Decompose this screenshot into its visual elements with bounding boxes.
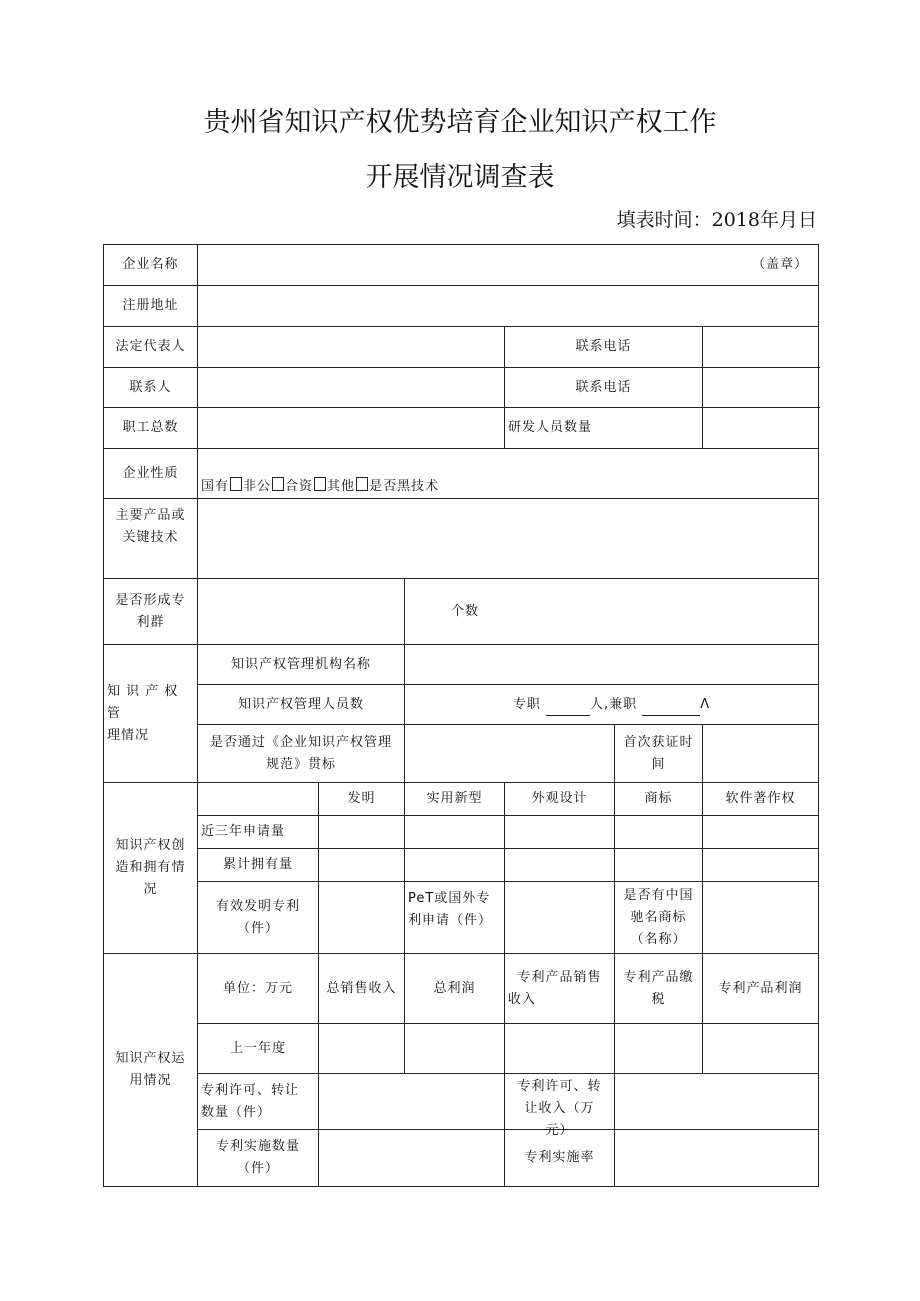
first-cert-label-line2: 间 <box>651 756 666 772</box>
row-ip-standard <box>104 725 819 783</box>
ip-create-label-line1: 知识产权创 <box>115 838 186 853</box>
fill-date: 填表时间：2018年月日 <box>616 209 817 231</box>
first-cert-label <box>615 725 703 783</box>
nature-nonpublic-checkbox[interactable] <box>272 477 284 491</box>
row-ip-use-header <box>104 954 819 1024</box>
legal-rep-field[interactable] <box>198 327 505 368</box>
pct-label <box>405 882 505 954</box>
patent-group-field[interactable] <box>198 579 405 645</box>
famous-tm-line1: 是否有中国 <box>623 887 694 903</box>
rd-staff-field[interactable] <box>703 408 819 449</box>
patent-tax-header <box>615 954 703 1024</box>
impl-count-label <box>198 1130 319 1187</box>
apply-3y-trademark[interactable] <box>615 816 703 849</box>
company-name-field[interactable] <box>198 245 819 286</box>
ip-standard-label <box>198 725 405 783</box>
ip-org-name-field[interactable] <box>405 645 819 685</box>
pct-label-line2: 利申请（件） <box>408 913 493 928</box>
nature-tail-text: 是否黑技术 <box>369 479 440 494</box>
license-count-field[interactable] <box>319 1074 505 1130</box>
nature-other-checkbox[interactable] <box>356 477 368 491</box>
apply-3y-utility[interactable] <box>405 816 505 849</box>
header-invention: 发明 <box>319 783 405 816</box>
address-label: 注册地址 <box>104 286 198 327</box>
license-income-line2: 让收入（万 <box>524 1101 595 1116</box>
license-income-label <box>505 1074 615 1138</box>
famous-tm-line2: 驰名商标 <box>630 909 687 925</box>
ip-standard-label-line1: 是否通过《企业知识产权管理 <box>209 734 392 750</box>
ip-use-label <box>104 954 198 1187</box>
staff-total-field[interactable] <box>198 408 505 449</box>
row-ip-staff <box>104 685 819 725</box>
accumulated-software[interactable] <box>703 849 819 882</box>
total-sales-header: 总销售收入 <box>319 954 405 1024</box>
address-field[interactable] <box>198 286 819 327</box>
nature-state-checkbox[interactable] <box>230 477 242 491</box>
nature-other-label: 其他 <box>327 479 356 494</box>
person-unit-label: 人,兼职 <box>590 696 638 712</box>
row-patent-group <box>104 579 819 645</box>
phone1-label: 联系电话 <box>505 327 703 368</box>
accumulated-design[interactable] <box>505 849 615 882</box>
legal-rep-label: 法定代表人 <box>104 327 198 368</box>
patent-sales-line2: 收入 <box>508 991 537 1007</box>
valid-invention-label <box>198 882 319 954</box>
main-products-field[interactable] <box>198 499 819 579</box>
last-year-label: 上一年度 <box>198 1024 319 1074</box>
valid-invention-field[interactable] <box>319 882 405 954</box>
ip-standard-label-line2: 规范》贯标 <box>265 756 336 772</box>
valid-invention-line1: 有效发明专利 <box>215 898 300 914</box>
rd-staff-label: 研发人员数量 <box>505 408 703 449</box>
ip-mgmt-label-line1: 知 识 产 权 管 <box>107 683 179 721</box>
row-apply-3y <box>104 816 819 849</box>
fulltime-label: 专职 <box>512 696 541 712</box>
patent-count[interactable]: 个数 <box>405 579 819 645</box>
ip-staff-field[interactable] <box>405 685 819 725</box>
patent-group-label <box>104 579 198 645</box>
nature-label: 企业性质 <box>104 449 198 499</box>
apply-3y-design[interactable] <box>505 816 615 849</box>
phone2-field[interactable] <box>703 368 819 408</box>
accumulated-label: 累计拥有量 <box>198 849 319 882</box>
main-products-label <box>104 499 198 579</box>
main-products-label-line1: 主要产品或 <box>115 508 186 523</box>
patent-group-label-line1: 是否形成专 <box>115 592 186 608</box>
patent-sales-line1: 专利产品销售 <box>517 969 602 985</box>
last-year-profit[interactable] <box>405 1024 505 1074</box>
ip-mgmt-label-line2: 理情况 <box>107 727 150 743</box>
impl-count-line2: （件） <box>236 1161 279 1176</box>
seal-note: （盖章） <box>752 257 809 272</box>
staff-total-label: 职工总数 <box>104 408 198 449</box>
phone2-label: 联系电话 <box>505 368 703 408</box>
header-design: 外观设计 <box>505 783 615 816</box>
ip-mgmt-label <box>104 645 198 783</box>
patent-profit-header: 专利产品利润 <box>703 954 819 1024</box>
row-company-name <box>104 245 819 286</box>
unit-label: 单位：万元 <box>198 954 319 1024</box>
apply-3y-invention[interactable] <box>319 816 405 849</box>
pct-field[interactable] <box>505 882 615 954</box>
ip-create-label <box>104 783 198 954</box>
total-profit-header: 总利润 <box>405 954 505 1024</box>
row-staff <box>104 408 819 449</box>
nature-joint-checkbox[interactable] <box>314 477 326 491</box>
ip-use-label-line2: 用情况 <box>129 1073 172 1088</box>
nature-options <box>198 449 819 499</box>
apply-3y-software[interactable] <box>703 816 819 849</box>
first-cert-label-line1: 首次获证时 <box>623 734 694 750</box>
header-utility: 实用新型 <box>405 783 505 816</box>
row-address <box>104 286 819 327</box>
nature-state-label: 国有 <box>201 479 230 494</box>
famous-tm-line3: （名称） <box>630 931 687 947</box>
row-last-year <box>104 1024 819 1074</box>
contact-label: 联系人 <box>104 368 198 408</box>
accumulated-trademark[interactable] <box>615 849 703 882</box>
patent-tax-line2: 税 <box>651 991 666 1007</box>
company-name-label: 企业名称 <box>104 245 198 286</box>
license-count-label <box>198 1074 319 1130</box>
ip-create-label-line2: 造和拥有情 <box>115 860 186 875</box>
patent-sales-header <box>505 954 615 1024</box>
last-year-sales[interactable] <box>319 1024 405 1074</box>
impl-count-line1: 专利实施数量 <box>215 1139 300 1154</box>
row-accumulated <box>104 849 819 882</box>
parttime-blank[interactable] <box>642 701 700 716</box>
patent-tax-line1: 专利产品缴 <box>623 969 694 985</box>
valid-invention-line2: （件） <box>236 920 279 936</box>
license-count-line1: 专利许可、转让 <box>201 1082 300 1098</box>
accumulated-utility[interactable] <box>405 849 505 882</box>
main-products-label-line2: 关键技术 <box>122 530 179 545</box>
impl-rate-field[interactable] <box>615 1130 819 1187</box>
apply-3y-label: 近三年申请量 <box>198 816 319 849</box>
row-license <box>104 1074 819 1130</box>
ip-create-corner <box>198 783 319 816</box>
pct-label-line1: PeT或国外专 <box>408 891 491 906</box>
ip-staff-label: 知识产权管理人员数 <box>198 685 405 725</box>
form-title-line2: 开展情况调查表 <box>365 162 555 193</box>
ip-standard-field[interactable] <box>405 725 615 783</box>
row-implementation <box>104 1130 819 1187</box>
row-ip-create-header <box>104 783 819 816</box>
row-valid-invention <box>104 882 819 954</box>
fulltime-blank[interactable] <box>546 701 590 716</box>
phone1-field[interactable] <box>703 327 819 368</box>
last-year-patent-tax[interactable] <box>615 1024 703 1074</box>
patent-group-label-line2: 利群 <box>136 614 165 630</box>
accumulated-invention[interactable] <box>319 849 405 882</box>
row-legal-rep <box>104 327 819 368</box>
row-main-products <box>104 499 819 579</box>
header-software: 软件著作权 <box>703 783 819 816</box>
row-ip-org <box>104 645 819 685</box>
first-cert-field[interactable] <box>703 725 819 783</box>
contact-field[interactable] <box>198 368 505 408</box>
license-income-line3: 元） <box>545 1123 574 1138</box>
famous-tm-field[interactable] <box>703 882 819 954</box>
form-title-line1: 贵州省知识产权优势培育企业知识产权工作 <box>203 107 717 138</box>
nature-joint-label: 合资 <box>285 479 314 494</box>
license-count-line2: 数量（件） <box>201 1104 272 1120</box>
impl-count-field[interactable] <box>319 1130 505 1187</box>
header-trademark: 商标 <box>615 783 703 816</box>
survey-form-table <box>103 244 819 1187</box>
row-contact <box>104 368 819 408</box>
parttime-tail: Λ <box>700 696 711 712</box>
license-income-line1: 专利许可、转 <box>517 1079 602 1094</box>
famous-tm-label <box>615 882 703 954</box>
ip-create-label-line3: 况 <box>143 882 158 897</box>
ip-org-name-label: 知识产权管理机构名称 <box>198 645 405 685</box>
impl-rate-label: 专利实施率 <box>505 1130 615 1187</box>
ip-use-label-line1: 知识产权运 <box>115 1051 186 1066</box>
last-year-patent-sales[interactable] <box>505 1024 615 1074</box>
last-year-patent-profit[interactable] <box>703 1024 819 1074</box>
license-income-field[interactable] <box>615 1074 819 1130</box>
row-nature <box>104 449 819 499</box>
nature-nonpublic-label: 非公 <box>243 479 272 494</box>
